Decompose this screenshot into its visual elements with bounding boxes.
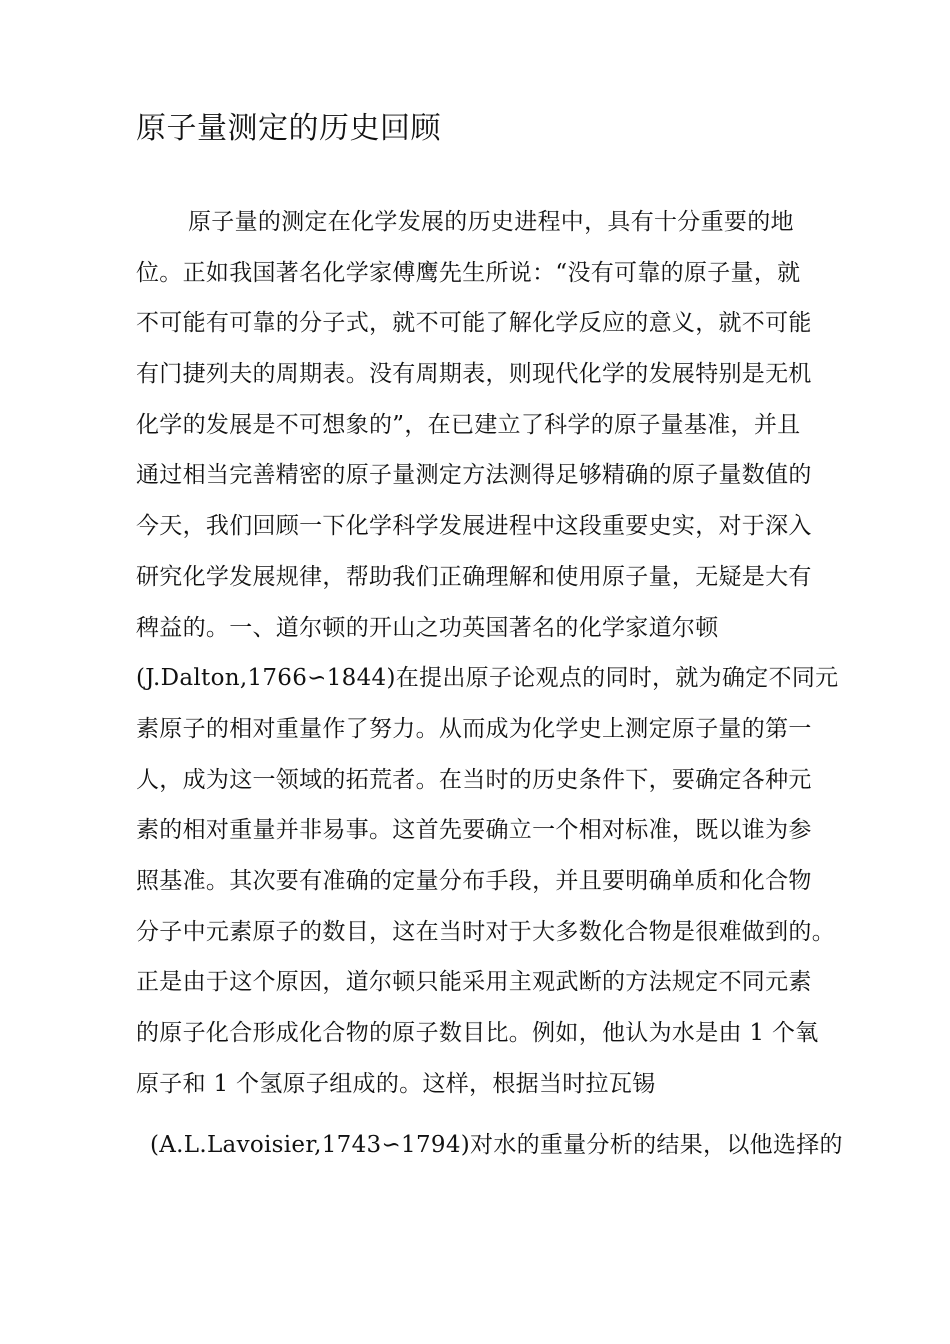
text-line: (A.L.Lavoisier,1743∽1794)对水的重量分析的结果，以他选择的 xyxy=(150,1132,843,1158)
text-line: 研究化学发展规律，帮助我们正确理解和使用原子量，无疑是大有 xyxy=(136,563,812,590)
text-line: 正是由于这个原因，道尔顿只能采用主观武断的方法规定不同元素 xyxy=(136,969,812,996)
text-line: 素原子的相对重量作了努力。从而成为化学史上测定原子量的第一 xyxy=(136,715,812,742)
text-line: 位。正如我国著名化学家傅鹰先生所说：“没有可靠的原子量，就 xyxy=(136,259,801,286)
body-paragraph-1 xyxy=(136,197,856,1109)
text-line: 素的相对重量并非易事。这首先要确立一个相对标准，既以谁为参 xyxy=(136,817,812,844)
text-line: 今天，我们回顾一下化学科学发展进程中这段重要史实，对于深入 xyxy=(136,513,812,540)
text-line: 分子中元素原子的数目，这在当时对于大多数化合物是很难做到的。 xyxy=(136,918,835,945)
text-line: 的原子化合形成化合物的原子数目比。例如，他认为水是由 1 个氧 xyxy=(136,1020,819,1046)
text-line: 化学的发展是不可想象的”，在已建立了科学的原子量基准，并且 xyxy=(136,411,801,438)
text-line: 照基准。其次要有准确的定量分布手段，并且要明确单质和化合物 xyxy=(136,867,812,894)
page-title: 原子量测定的历史回顾 xyxy=(136,111,441,146)
text-line: 原子和 1 个氢原子组成的。这样，根据当时拉瓦锡 xyxy=(136,1070,656,1097)
text-line: 有门捷列夫的周期表。没有周期表，则现代化学的发展特别是无机 xyxy=(136,361,812,388)
text-line: 人，成为这一领域的拓荒者。在当时的历史条件下，要确定各种元 xyxy=(136,766,812,793)
text-line: 稗益的。一、道尔顿的开山之功英国著名的化学家道尔顿 xyxy=(136,614,719,641)
text-line: 通过相当完善精密的原子量测定方法测得足够精确的原子量数值的 xyxy=(136,462,812,489)
text-line: (J.Dalton,1766∽1844)在提出原子论观点的同时，就为确定不同元 xyxy=(136,665,839,692)
text-line: 不可能有可靠的分子式，就不可能了解化学反应的意义，就不可能 xyxy=(136,310,812,337)
text-line: 原子量的测定在化学发展的历史进程中，具有十分重要的地 xyxy=(188,209,794,235)
body-paragraph-2 xyxy=(136,1120,856,1171)
